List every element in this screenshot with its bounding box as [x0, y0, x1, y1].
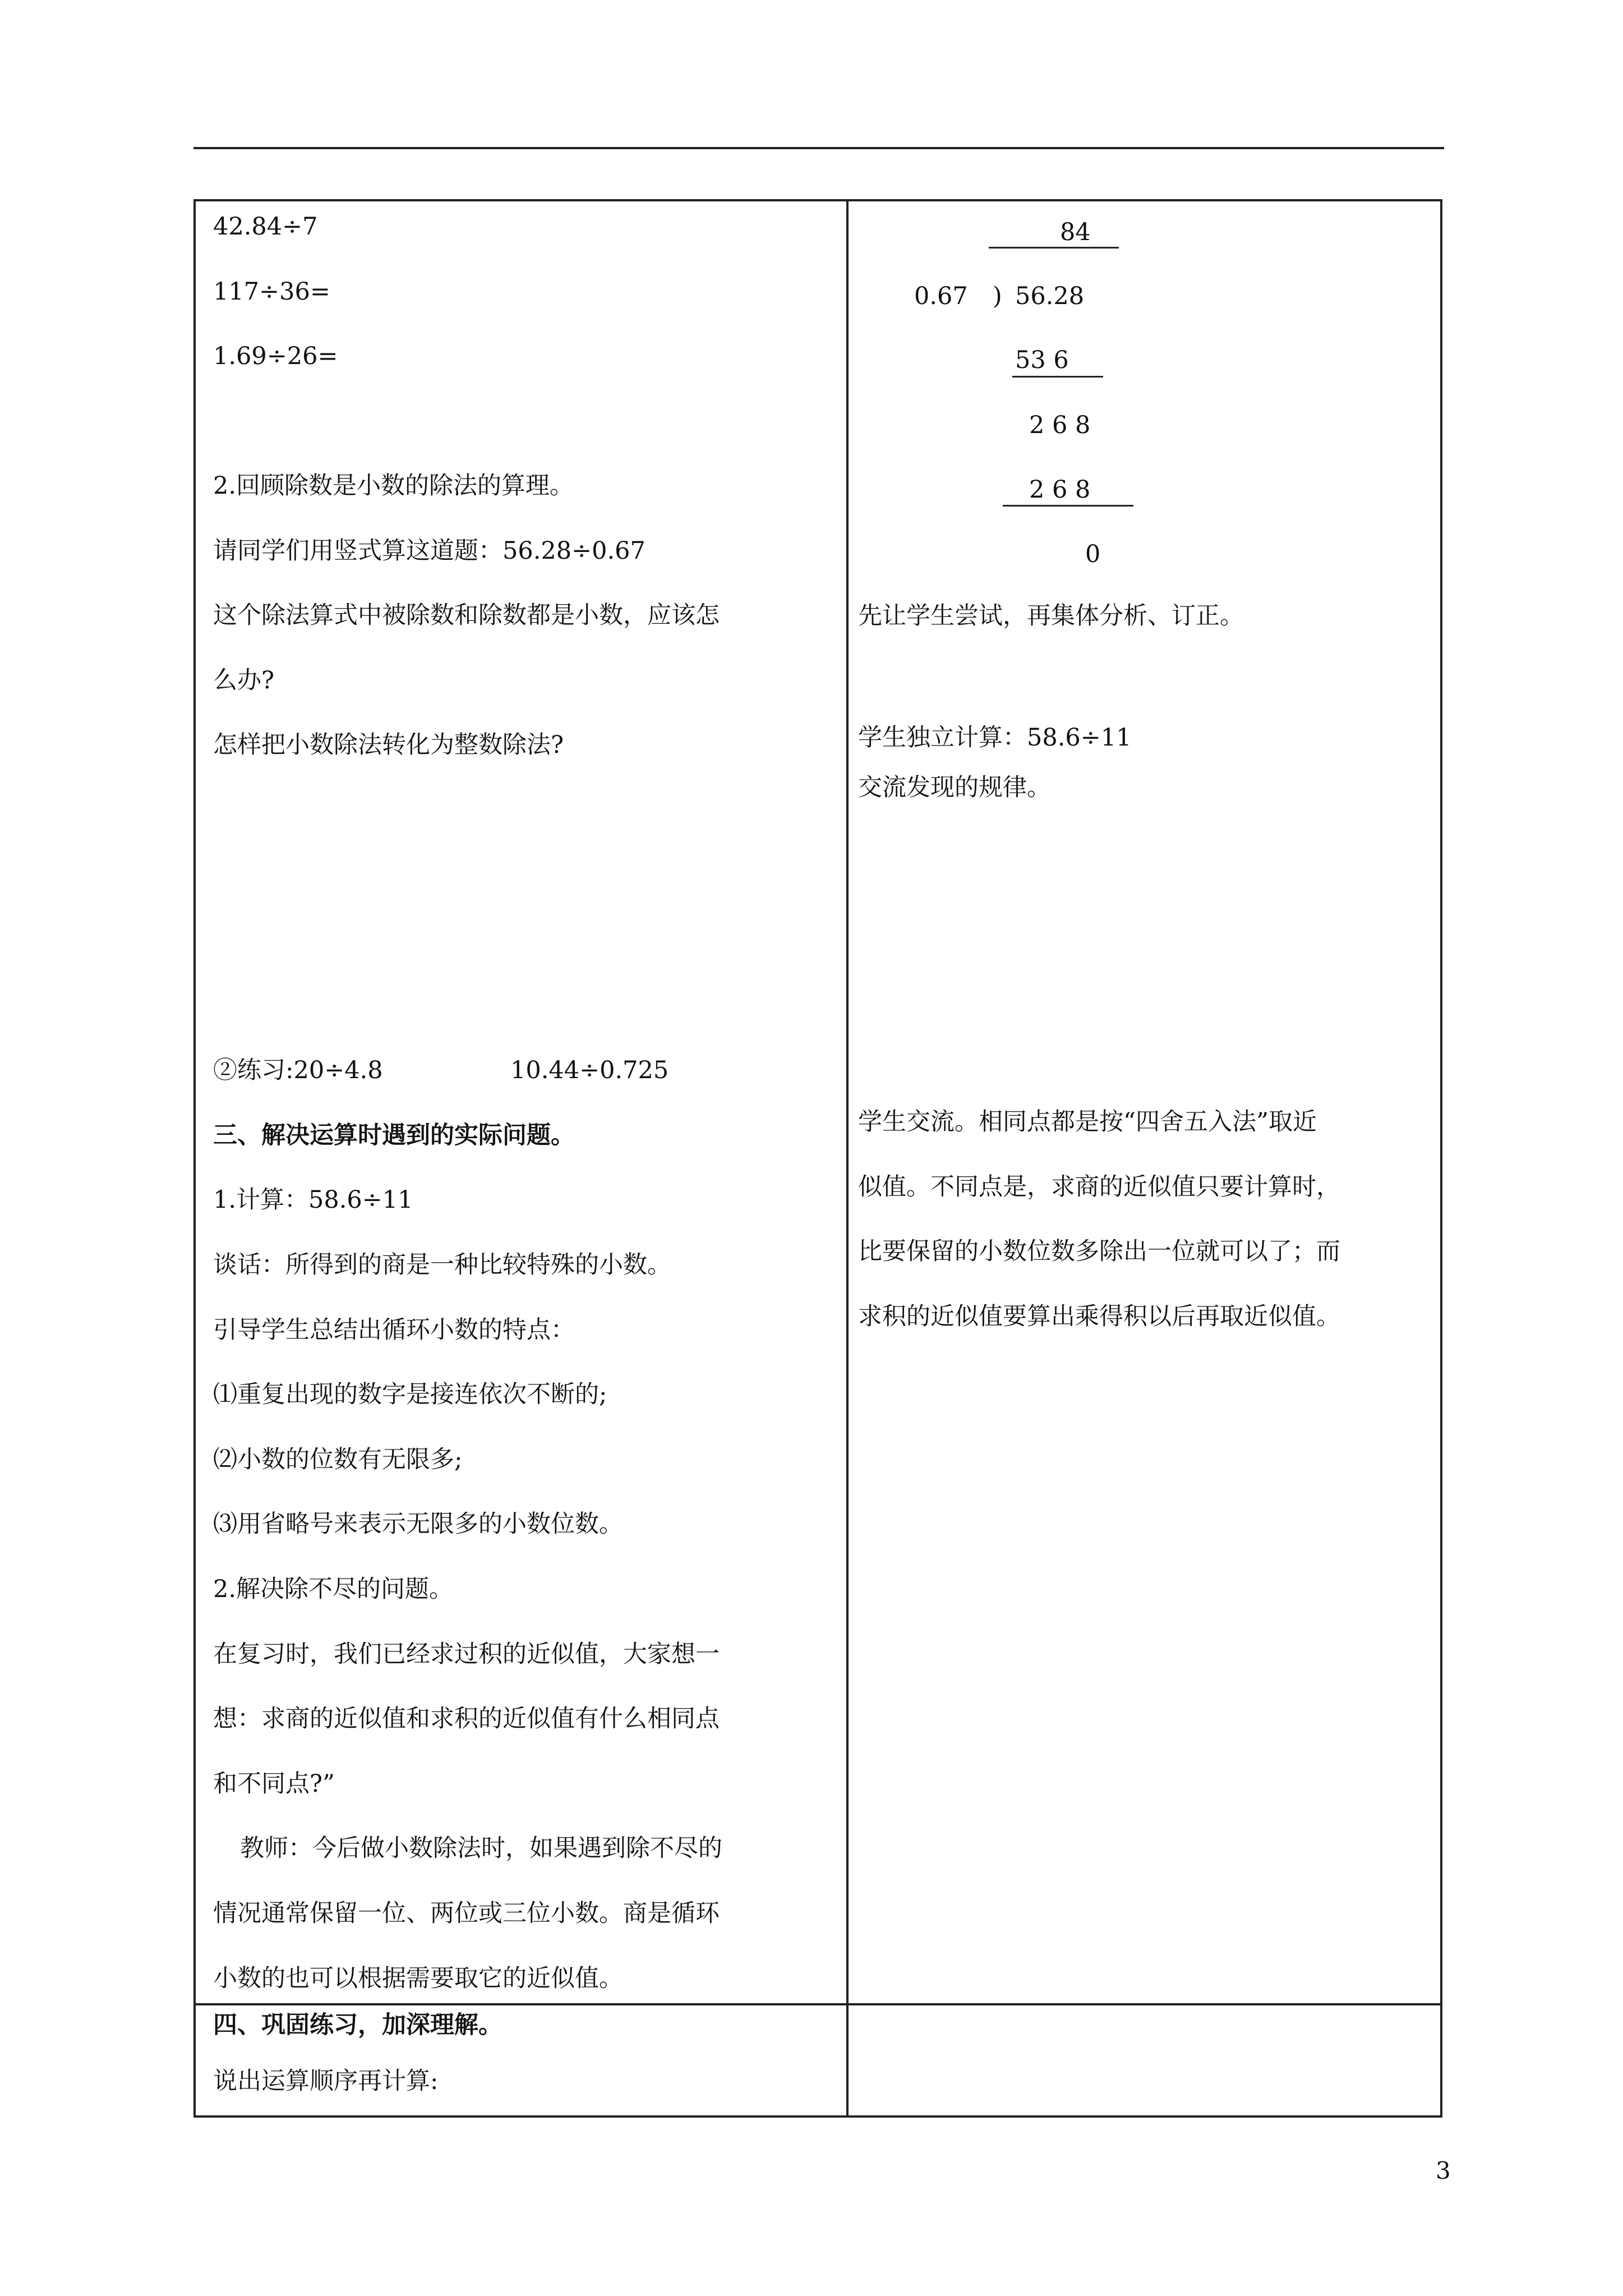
quotient-line	[989, 247, 1119, 249]
column-divider	[846, 201, 849, 2115]
question-line: 么办?	[213, 666, 275, 694]
teacher-line: 小数的也可以根据需要取它的近似值。	[213, 1964, 623, 1993]
step-underline	[1012, 376, 1103, 378]
review-line: 和不同点?”	[213, 1770, 335, 1798]
solve-title: 2.解决除不尽的问题。	[213, 1575, 454, 1603]
discover-note: 交流发现的规律。	[858, 774, 1051, 802]
try-first-note: 先让学生尝试，再集体分析、订正。	[858, 602, 1244, 630]
vertical-prompt: 请同学们用竖式算这道题：56.28÷0.67	[213, 537, 645, 565]
division-step: 2 6 8	[1029, 411, 1091, 439]
practice-label: ②练习:20÷4.8	[213, 1056, 383, 1084]
op-line: 42.84÷7	[213, 213, 318, 241]
row-divider	[196, 2003, 1440, 2005]
division-step: 53 6	[1015, 346, 1069, 374]
exchange-line: 求积的近似值要算出乘得积以后再取近似值。	[858, 1303, 1340, 1331]
section-title: 三、解决运算时遇到的实际问题。	[213, 1121, 575, 1149]
division-step: 2 6 8	[1029, 476, 1091, 504]
op-line: 1.69÷26=	[213, 342, 338, 370]
division-remainder: 0	[1085, 540, 1101, 568]
teacher-line: 教师：今后做小数除法时，如果遇到除不尽的	[240, 1834, 722, 1862]
review-line: 在复习时，我们已经求过积的近似值，大家想一	[213, 1640, 720, 1668]
exchange-line: 比要保留的小数位数多除出一位就可以了；而	[858, 1237, 1340, 1266]
independent-note: 学生独立计算：58.6÷11	[858, 724, 1132, 752]
division-dividend: 56.28	[1015, 282, 1085, 310]
header-rule	[193, 147, 1444, 149]
convert-question: 怎样把小数除法转化为整数除法?	[213, 731, 564, 759]
feature-item: ⑴重复出现的数字是接连依次不断的;	[213, 1381, 607, 1409]
teacher-line: 情况通常保留一位、两位或三位小数。商是循环	[213, 1899, 720, 1927]
calc-line: 1.计算：58.6÷11	[213, 1186, 413, 1214]
section4-prompt: 说出运算顺序再计算:	[213, 2067, 439, 2095]
op-line: 117÷36=	[213, 278, 330, 306]
review-line: 想：求商的近似值和求积的近似值有什么相同点	[213, 1705, 720, 1733]
division-divisor: 0.67	[914, 282, 968, 310]
question-line: 这个除法算式中被除数和除数都是小数，应该怎	[213, 601, 720, 629]
exchange-line: 学生交流。相同点都是按“四舍五入法”取近	[858, 1108, 1317, 1136]
feature-item: ⑶用省略号来表示无限多的小数位数。	[213, 1510, 623, 1538]
page-number: 3	[1436, 2157, 1451, 2184]
division-quotient: 84	[1060, 218, 1091, 246]
step-underline	[1003, 505, 1133, 507]
section-title: 四、巩固练习，加深理解。	[213, 2011, 502, 2039]
guide-line: 引导学生总结出循环小数的特点：	[213, 1316, 575, 1344]
talk-line: 谈话：所得到的商是一种比较特殊的小数。	[213, 1251, 671, 1279]
exchange-line: 似值。不同点是，求商的近似值只要计算时，	[858, 1173, 1340, 1201]
division-bracket: )	[993, 282, 1002, 310]
feature-item: ⑵小数的位数有无限多;	[213, 1446, 463, 1474]
practice-expression: 10.44÷0.725	[510, 1056, 669, 1084]
review-heading: 2.回顾除数是小数的除法的算理。	[213, 472, 574, 500]
